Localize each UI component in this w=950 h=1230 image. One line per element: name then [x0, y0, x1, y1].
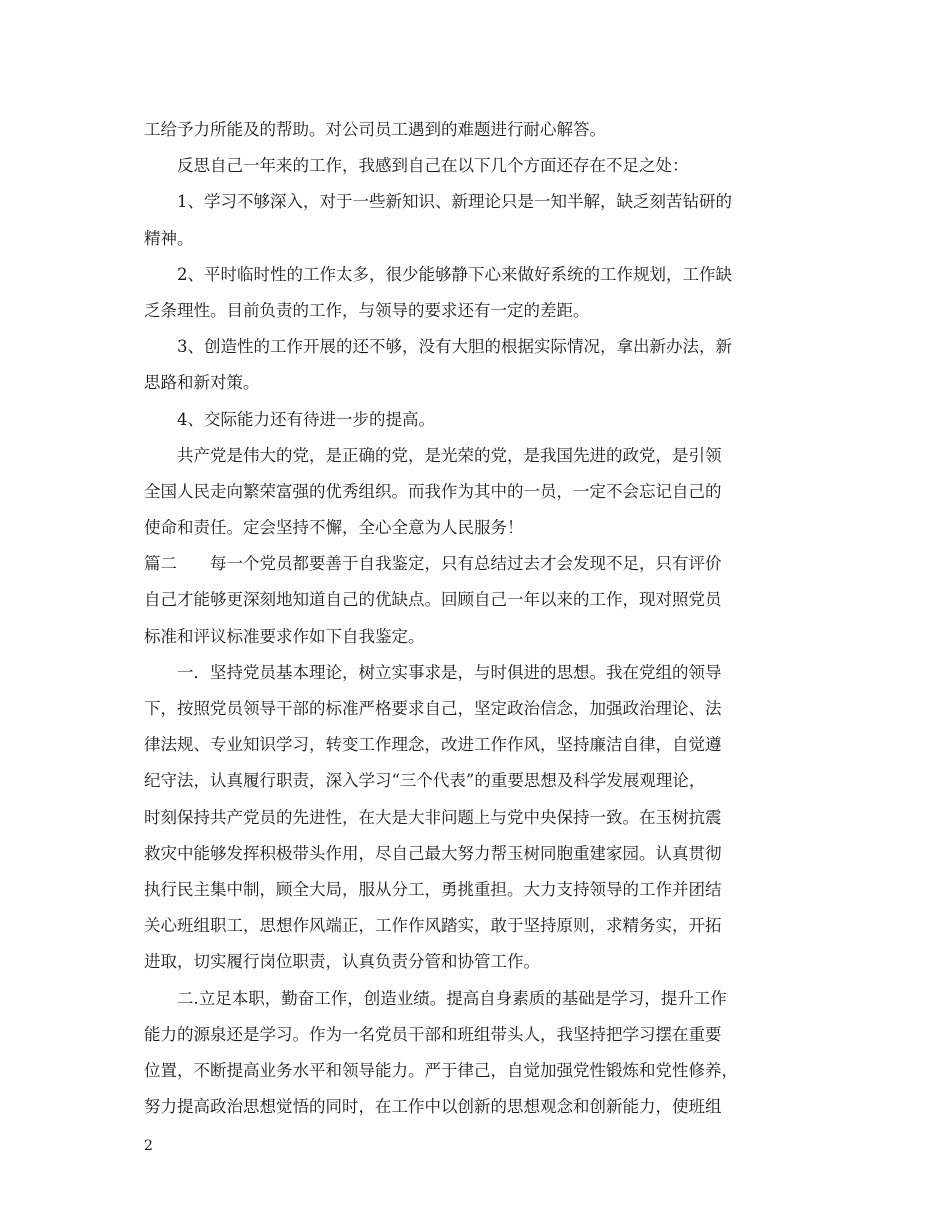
text-line: 自己才能够更深刻地知道自己的优缺点。回顾自己一年以来的工作，现对照党员: [144, 590, 722, 610]
document-body: [144, 112, 816, 1125]
text-line: 时刻保持共产党员的先进性，在大是大非问题上与党中央保持一致。在玉树抗震: [144, 807, 722, 827]
text-line: 全国人民走向繁荣富强的优秀组织。而我作为其中的一员，一定不会忘记自己的: [144, 481, 722, 501]
text-line: 思路和新对策。: [144, 373, 260, 393]
text-line: 乏条理性。目前负责的工作，与领导的要求还有一定的差距。: [144, 300, 590, 320]
text-line: 4、交际能力还有待进一步的提高。: [177, 409, 435, 429]
text-line: 二.立足本职，勤奋工作，创造业绩。提高自身素质的基础是学习，提升工作: [177, 988, 727, 1008]
section-heading-line: 篇二 每一个党员都要善于自我鉴定，只有总结过去才会发现不足，只有评价: [144, 554, 722, 574]
text-line: 能力的源泉还是学习。作为一名党员干部和班组带头人，我坚持把学习摆在重要: [144, 1024, 722, 1044]
text-line: 标准和评议标准要求作如下自我鉴定。: [144, 626, 425, 646]
text-line: 反思自己一年来的工作，我感到自己在以下几个方面还存在不足之处：: [177, 156, 689, 176]
text-line: 一．坚持党员基本理论，树立实事求是，与时俱进的思想。我在党组的领导: [177, 662, 722, 682]
text-line: 3、创造性的工作开展的还不够，没有大胆的根据实际情况，拿出新办法，新: [177, 337, 732, 357]
text-line: 努力提高政治思想觉悟的同时，在工作中以创新的思想观念和创新能力，使班组: [144, 1097, 722, 1117]
text-line: 救灾中能够发挥积极带头作用，尽自己最大努力帮玉树同胞重建家园。认真贯彻: [144, 843, 722, 863]
page-number: 2: [144, 1138, 153, 1154]
text-line: 精神。: [144, 228, 194, 248]
text-line: 律法规、专业知识学习，转变工作理念，改进工作作风，坚持廉洁自律，自觉遵: [144, 735, 722, 755]
text-line: 使命和责任。定会坚持不懈，全心全意为人民服务！: [144, 518, 524, 538]
text-line: 进取，切实履行岗位职责，认真负责分管和协管工作。: [144, 952, 540, 972]
text-line: 下，按照党员领导干部的标准严格要求自己，坚定政治信念，加强政治理论、法: [144, 699, 722, 718]
text-line: 执行民主集中制，顾全大局，服从分工，勇挑重担。大力支持领导的工作并团结: [144, 879, 722, 899]
text-line: 位置，不断提高业务水平和领导能力。严于律己，自觉加强党性锻炼和党性修养，: [144, 1060, 738, 1080]
text-line: 共产党是伟大的党，是正确的党，是光荣的党，是我国先进的政党，是引领: [177, 445, 722, 465]
text-line: 纪守法，认真履行职责，深入学习“三个代表”的重要思想及科学发展观理论，: [144, 771, 706, 791]
text-line: 2、平时临时性的工作太多，很少能够静下心来做好系统的工作规划，工作缺: [177, 264, 732, 284]
text-line: 1、学习不够深入，对于一些新知识、新理论只是一知半解，缺乏刻苦钻研的: [177, 192, 732, 212]
text-line: 关心班组职工，思想作风端正，工作作风踏实，敢于坚持原则，求精务实，开拓: [144, 916, 722, 936]
text-line: 工给予力所能及的帮助。对公司员工遇到的难题进行耐心解答。: [144, 120, 606, 139]
